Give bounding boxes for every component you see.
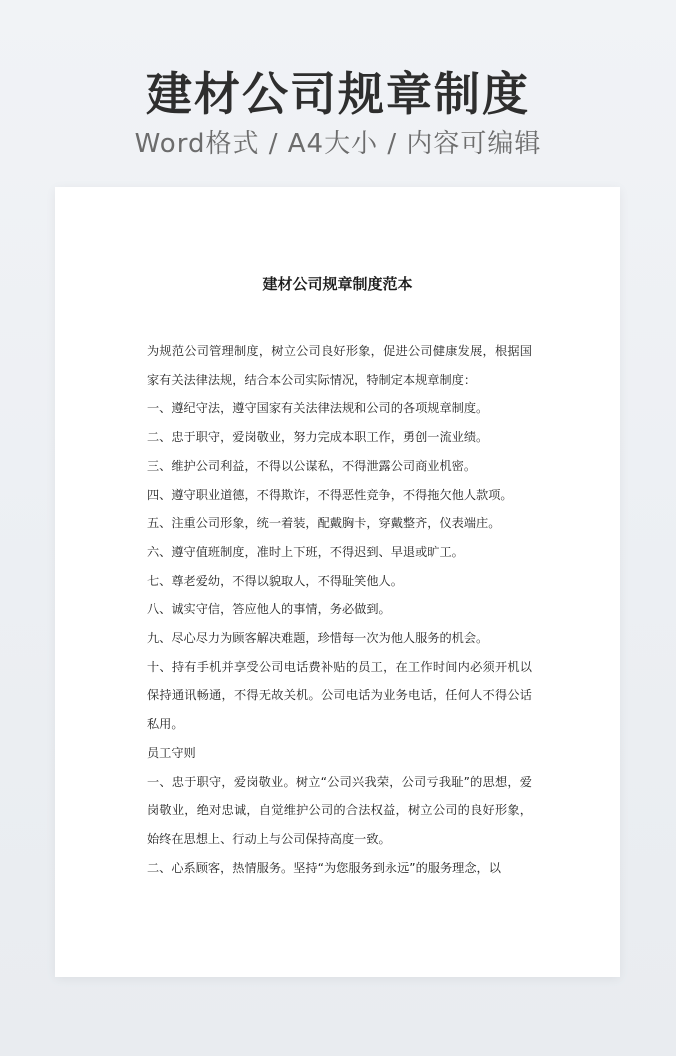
document-title: 建材公司规章制度范本 xyxy=(262,275,413,293)
paragraph-rule-7: 七、尊老爱幼，不得以貌取人，不得耻笑他人。 xyxy=(147,573,403,588)
document-body xyxy=(147,337,532,882)
header xyxy=(0,64,676,162)
section-heading-employee-code: 员工守则 xyxy=(147,745,196,760)
paragraph-rule-3: 三、维护公司利益，不得以公谋私，不得泄露公司商业机密。 xyxy=(147,458,477,473)
paragraph-code-2: 二、心系顾客，热情服务。坚持“为您服务到永远”的服务理念，以 xyxy=(147,860,501,875)
paragraph-rule-2: 二、忠于职守，爱岗敬业，努力完成本职工作，勇创一流业绩。 xyxy=(147,430,489,445)
paragraph-rule-8: 八、诚实守信，答应他人的事情，务必做到。 xyxy=(147,602,391,617)
document-page xyxy=(55,187,620,977)
main-title: 建材公司规章制度 xyxy=(146,67,530,121)
paragraph-rule-5: 五、注重公司形象，统一着装，配戴胸卡，穿戴整齐，仪表端庄。 xyxy=(147,516,501,531)
sub-title: Word格式 / A4大小 / 内容可编辑 xyxy=(134,129,542,159)
paragraph-rule-4: 四、遵守职业道德，不得欺诈，不得恶性竞争，不得拖欠他人款项。 xyxy=(147,487,513,502)
paragraph-intro: 为规范公司管理制度，树立公司良好形象，促进公司健康发展，根据国家有关法律法规，结合本公司实际情况，特制定本规章制度： xyxy=(147,344,532,387)
paragraph-rule-9: 九、尽心尽力为顾客解决难题，珍惜每一次为他人服务的机会。 xyxy=(147,631,489,646)
paragraph-rule-1: 一、遵纪守法，遵守国家有关法律法规和公司的各项规章制度。 xyxy=(147,401,489,416)
paragraph-rule-6: 六、遵守值班制度，准时上下班，不得迟到、早退或旷工。 xyxy=(147,544,464,559)
paragraph-rule-10: 十、持有手机并享受公司电话费补贴的员工，在工作时间内必须开机以保持通讯畅通，不得无故关机。公司电话为业务电话，任何人不得公话私用。 xyxy=(147,659,532,732)
paragraph-code-1: 一、忠于职守，爱岗敬业。树立“公司兴我荣，公司亏我耻”的思想，爱岗敬业，绝对忠诚，自觉维护公司的合法权益，树立公司的良好形象，始终在思想上、行动上与公司保持高度一致。 xyxy=(147,774,532,846)
